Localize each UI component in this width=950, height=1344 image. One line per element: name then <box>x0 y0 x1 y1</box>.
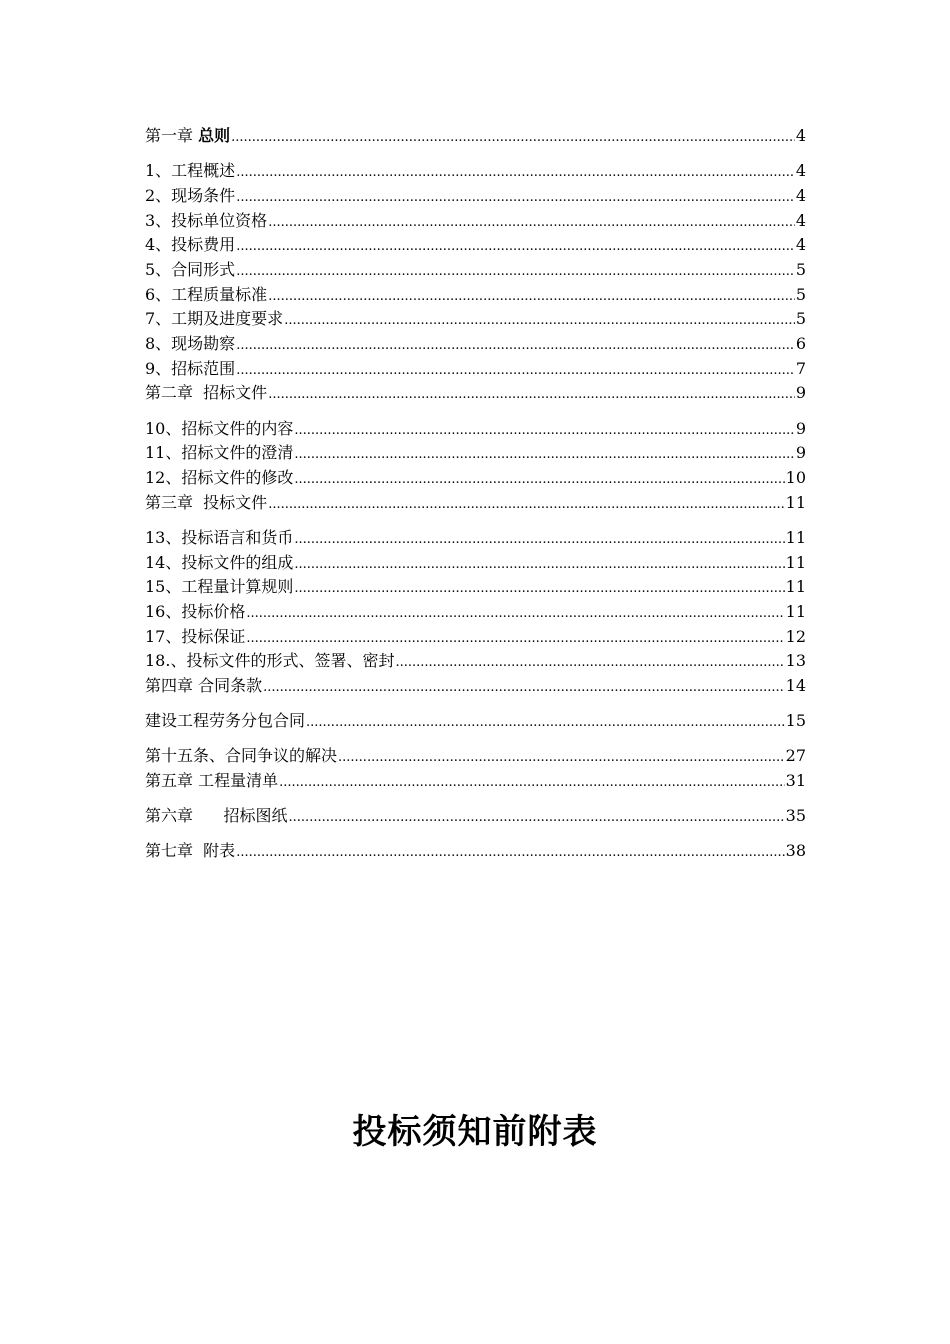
toc-entry[interactable] <box>145 307 806 332</box>
toc-entry[interactable] <box>145 209 806 234</box>
toc-entry-page: 11 <box>785 492 806 512</box>
toc-dot-leader <box>268 283 795 310</box>
toc-entry[interactable] <box>145 233 806 258</box>
toc-entry[interactable] <box>145 744 806 769</box>
toc-entry-label: 第三章 投标文件 <box>145 492 268 512</box>
toc-dot-leader <box>236 184 795 211</box>
toc-entry-label: 8、现场勘察 <box>145 334 236 353</box>
toc-entry-page: 11 <box>785 601 806 621</box>
toc-entry-label-prefix: 第一章 <box>145 126 199 145</box>
toc-dot-leader <box>306 709 785 736</box>
toc-entry-page: 4 <box>795 235 806 255</box>
toc-entry-label: 18.、投标文件的形式、签署、密封 <box>145 651 395 671</box>
toc-entry-label: 9、招标范围 <box>145 358 236 378</box>
toc-entry-page: 9 <box>795 443 806 463</box>
toc-entry[interactable] <box>145 441 806 466</box>
toc-entry-label: 1、工程概述 <box>145 161 236 181</box>
toc-entry-label: 建设工程劳务分包合同 <box>145 711 306 731</box>
toc-entry-page: 35 <box>785 806 806 826</box>
toc-dot-leader <box>338 744 785 771</box>
toc-dot-leader <box>246 600 784 627</box>
toc-dot-leader <box>263 674 785 701</box>
toc-entry-page: 11 <box>785 527 806 547</box>
toc-dot-leader <box>236 159 795 186</box>
toc-dot-leader <box>231 124 795 151</box>
toc-entry[interactable] <box>145 332 806 357</box>
table-of-contents <box>145 124 806 864</box>
toc-entry-label: 第六章 招标图纸 <box>145 806 288 826</box>
toc-entry-page: 15 <box>785 711 806 731</box>
toc-entry-page: 11 <box>785 577 806 597</box>
toc-entry-label: 第七章 附表 <box>145 841 236 861</box>
toc-entry-page: 12 <box>785 626 806 646</box>
toc-dot-leader <box>236 839 784 866</box>
toc-entry[interactable] <box>145 159 806 184</box>
toc-entry[interactable] <box>145 804 806 829</box>
toc-dot-leader <box>268 491 784 518</box>
toc-dot-leader <box>236 332 795 359</box>
toc-entry[interactable] <box>145 649 806 674</box>
toc-entry-label: 15、工程量计算规则 <box>145 577 294 597</box>
toc-entry[interactable] <box>145 575 806 600</box>
toc-entry-label: 14、投标文件的组成 <box>145 552 294 572</box>
toc-dot-leader <box>268 381 795 408</box>
toc-entry[interactable] <box>145 769 806 794</box>
toc-dot-leader <box>294 466 784 493</box>
toc-entry[interactable] <box>145 709 806 734</box>
toc-entry-page: 4 <box>795 161 806 181</box>
toc-entry[interactable] <box>145 491 806 516</box>
toc-entry-page: 9 <box>795 383 806 403</box>
toc-entry[interactable] <box>145 600 806 625</box>
toc-dot-leader <box>289 804 785 831</box>
toc-entry[interactable] <box>145 381 806 406</box>
toc-dot-leader <box>395 649 784 676</box>
toc-dot-leader <box>236 357 795 384</box>
toc-entry-page: 14 <box>785 675 806 695</box>
toc-entries <box>145 159 806 864</box>
toc-entry-page: 11 <box>785 552 806 572</box>
toc-entry[interactable] <box>145 551 806 576</box>
toc-entry[interactable] <box>145 526 806 551</box>
toc-entry-label: 第十五条、合同争议的解决 <box>145 746 338 766</box>
toc-entry-page: 4 <box>795 126 806 145</box>
toc-dot-leader <box>294 417 794 444</box>
toc-dot-leader <box>294 526 784 553</box>
toc-entry-label: 2、现场条件 <box>145 185 236 205</box>
toc-dot-leader <box>284 307 795 334</box>
toc-entry[interactable] <box>145 357 806 382</box>
toc-entry[interactable] <box>145 466 806 491</box>
toc-entry-page: 13 <box>785 651 806 671</box>
toc-entry-page: 31 <box>785 771 806 790</box>
toc-entry-label: 10、招标文件的内容 <box>145 418 294 438</box>
toc-entry[interactable] <box>145 839 806 864</box>
toc-entry-label: 11、招标文件的澄清 <box>145 443 294 463</box>
toc-entry-label: 16、投标价格 <box>145 601 246 621</box>
toc-entry-page: 10 <box>785 467 806 487</box>
toc-dot-leader <box>236 233 795 260</box>
toc-entry[interactable] <box>145 184 806 209</box>
toc-dot-leader <box>294 575 784 602</box>
toc-dot-leader <box>246 625 784 652</box>
toc-entry-page: 4 <box>795 185 806 205</box>
toc-entry-label: 第五章 工程量清单 <box>145 771 279 790</box>
toc-entry-page: 38 <box>785 841 806 861</box>
toc-entry-page: 5 <box>795 309 806 329</box>
section-heading: 投标须知前附表 <box>352 1112 598 1152</box>
toc-entry-page: 5 <box>795 259 806 279</box>
toc-entry[interactable] <box>145 625 806 650</box>
toc-entry-label <box>145 124 230 149</box>
toc-entry-page: 27 <box>785 746 806 766</box>
toc-dot-leader <box>236 258 795 285</box>
toc-entry-page: 9 <box>795 418 806 438</box>
toc-entry-page: 5 <box>795 284 806 304</box>
toc-entry-label: 13、投标语言和货币 <box>145 527 294 547</box>
toc-entry-label: 17、投标保证 <box>145 626 246 646</box>
toc-entry-page: 6 <box>795 334 806 353</box>
toc-entry-label: 第四章 合同条款 <box>145 675 263 695</box>
toc-entry-chapter-1[interactable] <box>145 124 806 149</box>
toc-entry[interactable] <box>145 674 806 699</box>
toc-entry-label-bold: 总则 <box>198 126 231 145</box>
toc-dot-leader <box>268 209 795 236</box>
toc-entry[interactable] <box>145 283 806 308</box>
toc-entry-label: 3、投标单位资格 <box>145 210 268 230</box>
toc-entry-label: 12、招标文件的修改 <box>145 467 294 487</box>
toc-entry[interactable] <box>145 258 806 283</box>
toc-dot-leader <box>294 551 784 578</box>
toc-dot-leader <box>279 769 785 796</box>
toc-entry-label: 5、合同形式 <box>145 259 236 279</box>
toc-entry[interactable] <box>145 417 806 442</box>
toc-entry-label: 第二章 招标文件 <box>145 383 268 403</box>
toc-entry-label: 7、工期及进度要求 <box>145 309 284 329</box>
toc-entry-label: 4、投标费用 <box>145 235 236 255</box>
toc-entry-page: 4 <box>795 210 806 230</box>
toc-dot-leader <box>294 441 794 468</box>
toc-entry-label: 6、工程质量标准 <box>145 284 268 304</box>
toc-entry-page: 7 <box>795 358 806 378</box>
